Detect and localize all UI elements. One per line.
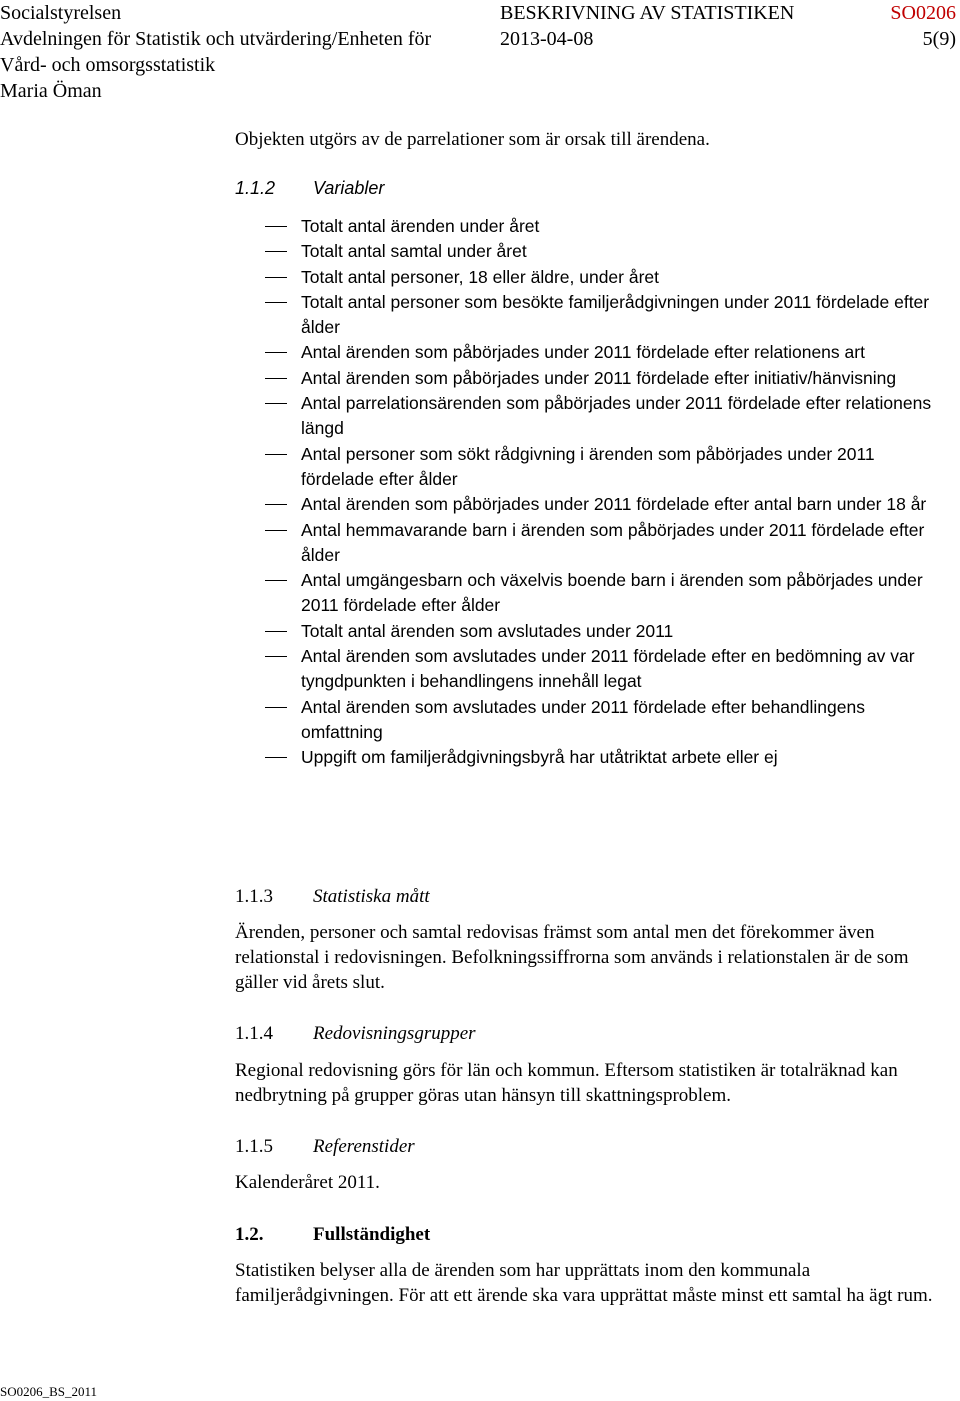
- list-item-text: Uppgift om familjerådgivningsbyrå har utåtriktat arbete eller ej: [301, 747, 778, 768]
- header-middle: [500, 0, 794, 52]
- dash-bullet-icon: [265, 226, 287, 227]
- header-doc-title: BESKRIVNING AV STATISTIKEN: [500, 2, 795, 24]
- intro-paragraph: Objekten utgörs av de parrelationer som är orsak till ärendena.: [235, 129, 710, 150]
- list-item-text: Totalt antal personer, 18 eller äldre, under året: [301, 266, 659, 287]
- fullstandighet-paragraph: Statistiken belyser alla de ärenden som har upprättats inom den kommunala familjerådgivningen. För att ett ärende ska vara upprättat måste minst ett samtal ha ägt rum.: [235, 1260, 933, 1306]
- footer-doc-id: SO0206_BS_2011: [0, 1384, 98, 1399]
- list-item-text: Antal ärenden som påbörjades under 2011 fördelade efter initiativ/hänvisning: [301, 367, 897, 388]
- list-item-text: Antal parrelationsärenden som påbörjades under 2011 fördelade efter relationens längd: [301, 393, 932, 439]
- dash-bullet-icon: [265, 277, 287, 278]
- list-item: [235, 391, 950, 442]
- list-item: [235, 619, 950, 644]
- section-number: 1.1.2: [235, 178, 276, 198]
- section-number: 1.1.5: [235, 1136, 273, 1157]
- list-item: [235, 340, 950, 365]
- header-unit: Vård- och omsorgsstatistik: [0, 54, 216, 76]
- list-item: [235, 265, 950, 290]
- section-title: Fullständighet: [313, 1224, 431, 1245]
- dash-bullet-icon: [265, 757, 287, 758]
- list-item: [235, 644, 950, 695]
- list-item: [235, 239, 950, 264]
- section-heading-referenstider: [235, 1134, 415, 1159]
- section-heading-redovisningsgrupper: [235, 1021, 476, 1046]
- section-number: 1.2.: [235, 1224, 264, 1245]
- header-left: [0, 0, 431, 104]
- list-item: [235, 695, 950, 746]
- list-item-text: Antal hemmavarande barn i ärenden som påbörjades under 2011 fördelade efter ålder: [301, 519, 925, 565]
- section-heading-statistiska-matt: [235, 884, 430, 909]
- header-doc-code: SO0206: [890, 2, 956, 24]
- dash-bullet-icon: [265, 454, 287, 455]
- dash-bullet-icon: [265, 302, 287, 303]
- section-heading-variabler: [235, 176, 384, 201]
- dash-bullet-icon: [265, 656, 287, 657]
- section-number: 1.1.4: [235, 1023, 273, 1044]
- redovisningsgrupper-paragraph: Regional redovisning görs för län och kommun. Eftersom statistiken är totalräknad kan nedbrytning på grupper göras utan hänsyn till skattningsproblem.: [235, 1060, 898, 1106]
- list-item: [235, 518, 950, 569]
- list-item: [235, 745, 950, 770]
- list-item: [235, 290, 950, 341]
- dash-bullet-icon: [265, 504, 287, 505]
- header-author: Maria Öman: [0, 80, 102, 102]
- section-title: Statistiska mått: [313, 886, 430, 907]
- dash-bullet-icon: [265, 530, 287, 531]
- section-number: 1.1.3: [235, 886, 273, 907]
- list-item-text: Totalt antal ärenden under året: [301, 216, 540, 236]
- list-item: [235, 568, 950, 619]
- dash-bullet-icon: [265, 707, 287, 708]
- section-title: Referenstider: [313, 1136, 415, 1157]
- dash-bullet-icon: [265, 580, 287, 581]
- header-org: Socialstyrelsen: [0, 2, 122, 24]
- list-item-text: Totalt antal personer som besökte familjerådgivningen under 2011 fördelade efter ålder: [301, 291, 930, 338]
- section-title: Redovisningsgrupper: [313, 1023, 476, 1044]
- statistiska-matt-paragraph: Ärenden, personer och samtal redovisas främst som antal men det förekommer även relationstal i redovisningen. Befolkningssiffrorna som används i relationstalen är de som gäller vid årets slut.: [235, 922, 909, 993]
- list-item: [235, 492, 950, 517]
- list-item-text: Antal ärenden som avslutades under 2011 fördelade efter en bedömning av var tyngdpunkten i behandlingens innehåll legat: [301, 646, 915, 692]
- list-item: [235, 442, 950, 493]
- list-item-text: Antal ärenden som påbörjades under 2011 fördelade efter relationens art: [301, 342, 865, 363]
- dash-bullet-icon: [265, 378, 287, 379]
- dash-bullet-icon: [265, 251, 287, 252]
- list-item-text: Antal personer som sökt rådgivning i ärenden som påbörjades under 2011 fördelade efter ålder: [301, 443, 875, 489]
- list-item: [235, 366, 950, 391]
- section-heading-fullstandighet: [235, 1222, 430, 1247]
- section-title: Variabler: [313, 178, 385, 198]
- header-date: 2013-04-08: [500, 28, 594, 50]
- list-item-text: Totalt antal samtal under året: [301, 241, 527, 262]
- header-dept: Avdelningen för Statistik och utvärdering/Enheten för: [0, 28, 432, 50]
- list-item: [235, 214, 950, 239]
- list-item-text: Antal umgängesbarn och växelvis boende barn i ärenden som påbörjades under 2011 fördelade efter ålder: [301, 570, 923, 616]
- list-item-text: Antal ärenden som påbörjades under 2011 fördelade efter antal barn under 18 år: [301, 494, 927, 515]
- variables-list: [235, 214, 950, 771]
- dash-bullet-icon: [265, 352, 287, 353]
- dash-bullet-icon: [265, 403, 287, 404]
- dash-bullet-icon: [265, 631, 287, 632]
- list-item-text: Antal ärenden som avslutades under 2011 fördelade efter behandlingens omfattning: [301, 696, 865, 742]
- header-page-number: 5(9): [922, 28, 956, 50]
- referenstider-paragraph: Kalenderåret 2011.: [235, 1172, 380, 1193]
- list-item-text: Totalt antal ärenden som avslutades under 2011: [301, 620, 674, 641]
